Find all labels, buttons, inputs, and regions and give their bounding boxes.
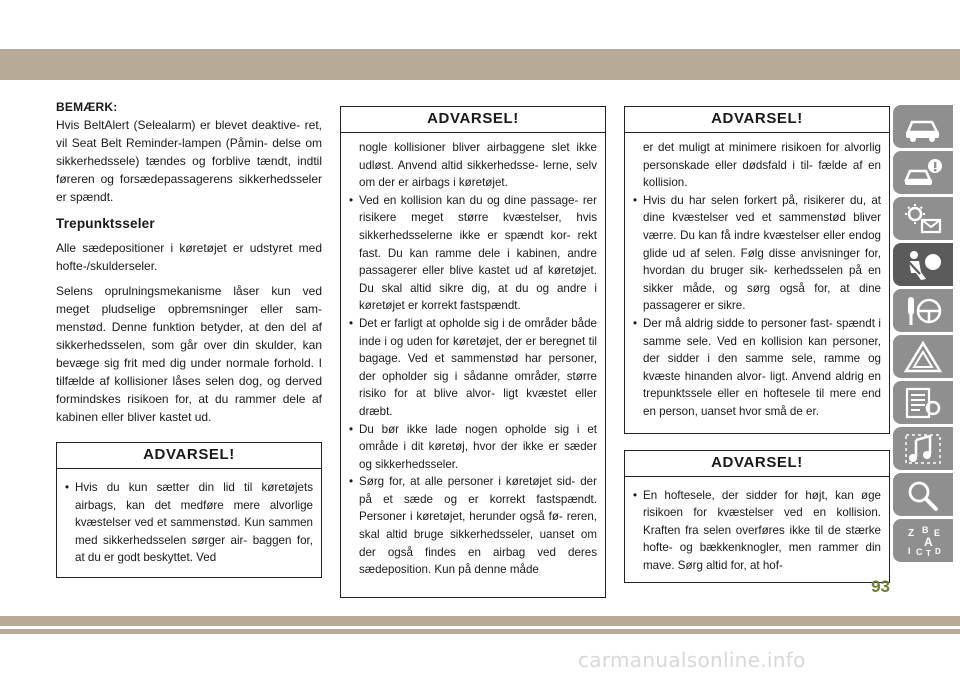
key-steering-wheel-icon — [902, 294, 944, 328]
maintenance-checklist-icon — [902, 386, 944, 420]
warning-box — [624, 106, 890, 434]
seatbelt-airbag-icon — [902, 248, 944, 282]
section-heading: Trepunktsseler — [56, 216, 155, 231]
car-info-icon — [902, 156, 944, 190]
tab-car[interactable] — [893, 105, 953, 148]
warning-list — [349, 192, 597, 579]
warning-item: • Hvis du har selen forkert på, risikerer du, at dine kvæstelser ved et sammenstød bliver værre. Du kan få indre kvæstelser eller endog glide ud af selen. Følg disse anvisninger for, hvordan du bruger sik- kerhedsselen på en sikker måde, og sørg også for, at dine passagerer er sikre. — [633, 192, 881, 315]
index-letter: I — [908, 545, 911, 556]
warning-title: ADVARSEL! — [625, 107, 889, 133]
search-icon — [902, 478, 944, 512]
top-decorative-stripe — [0, 49, 960, 80]
note-text: Hvis BeltAlert (Selealarm) er blevet deaktive- ret, vil Seat Belt Reminder-lampen (Påmin- delse om sikkerhedssele) tændes og forblive tændt, indtil føreren og forsædepassagerens sikkerhedsseler er spændt. — [56, 118, 322, 204]
page-number: 93 — [871, 577, 890, 596]
tab-warning-lights-messages[interactable] — [893, 197, 953, 240]
tab-multimedia[interactable] — [893, 427, 953, 470]
column-left — [56, 100, 322, 578]
index-letter: Z — [908, 527, 915, 539]
tab-emergencies[interactable] — [893, 335, 953, 378]
tab-servicing-maintenance[interactable] — [893, 381, 953, 424]
warning-item: • Hvis du kun sætter din lid til køretøjets airbags, kan det medføre mere alvorlige kvæstelser ved et sammenstød. Kun sammen med sikkerhedsselen sørger air- baggen for, at du er godt beskyttet. Ved — [65, 479, 313, 567]
car-icon — [902, 110, 944, 144]
tab-safety[interactable] — [893, 243, 953, 286]
warning-item: • Ved en kollision kan du og dine passage- rer risikere meget større kvæstelser, hvis sikkerhedsselerne ikke er spændt kor- rekt fast. Du kan ramme dele i kabinen, andre passagerer eller blive kastet ud af køretøjet. Du skal altid sikre dig, at du og andre i køretøjet er korrekt fastspændt. — [349, 192, 597, 315]
tab-starting-driving[interactable] — [893, 289, 953, 332]
warning-item: • En hoftesele, der sidder for højt, kan øge risikoen for kvæstelser ved en kollision. Kraften fra selen overføres ikke til de stærke hofte- og bækkenknogler, men rammer din mave. Sørg altid for, at hof- — [633, 487, 881, 575]
tab-car-info[interactable] — [893, 151, 953, 194]
multimedia-icon — [902, 432, 944, 466]
warning-item: • Du bør ikke lade nogen opholde sig i et område i dit køretøj, hvor der ikke er sæder og sikkerhedsseler. — [349, 421, 597, 474]
warning-title: ADVARSEL! — [625, 451, 889, 477]
bottom-decorative-stripe — [0, 616, 960, 626]
warning-title: ADVARSEL! — [341, 107, 605, 133]
watermark-text: carmanualsonline.info — [578, 648, 806, 672]
warning-item: • Der må aldrig sidde to personer fast- spændt i samme sele. Ved en kollision kan personer, der sidder i den samme sele, ramme og kvæste hinanden alvor- ligt. Anvend aldrig en trepunktssele eller en hoftesele til mere end en person, uanset hvor små de er. — [633, 315, 881, 421]
warning-title: ADVARSEL! — [57, 443, 321, 469]
section-paragraph: Alle sædepositioner i køretøjet er udstyret med hofte-/skulderseler. — [56, 241, 322, 273]
column-middle — [340, 106, 606, 598]
hazard-triangle-icon — [902, 340, 944, 374]
index-letter: D — [935, 546, 941, 556]
warning-box — [340, 106, 606, 598]
tab-search[interactable] — [893, 473, 953, 516]
warning-continued-text: nogle kollisioner bliver airbaggene slet ikke udløst. Anvend altid sikkerhedsse- lerne, selv om der er airbags i køretøjet. — [359, 141, 597, 190]
warning-list — [65, 479, 313, 567]
warning-item: • Det er farligt at opholde sig i de områder både inde i og uden for køretøjet, der er beregnet til bagage. Ved et sammenstød har personer, der opholder sig i sådanne områder, større risiko for at blive alvor- ligt kvæstet eller dræbt. — [349, 315, 597, 421]
section-paragraph: Selens oprulningsmekanisme låser kun ved meget pludselige opbremsninger eller sam- menstød. Denne funktion betyder, at den del af sikkerhedsselen, som går over din skulder, kan bevæge sig frit med dig under normale forhold. I tilfælde af kollisioner låses selen dog, og derved formindskes risikoen for, at du rammer dele af kabinen eller bliver kastet ud. — [56, 284, 322, 424]
chapter-tabs — [893, 105, 953, 565]
warning-list — [633, 192, 881, 421]
index-letter: B — [922, 524, 929, 535]
warning-box — [624, 450, 890, 584]
index-letter: T — [926, 548, 931, 558]
warning-item: • Sørg for, at alle personer i køretøjet sid- der på et sæde og er korrekt fastspændt. Personer i køretøjet, herunder også fø- reren, skal altid bruge sikkerhedsseler, uanset om der også findes en airbag ved deres sædeposition. Kun på denne måde — [349, 473, 597, 579]
column-right — [624, 106, 890, 583]
bottom-decorative-stripe-thin — [0, 629, 960, 634]
index-letter: C — [916, 546, 923, 557]
warning-light-message-icon — [902, 202, 944, 236]
tab-index[interactable] — [893, 519, 953, 562]
bottom-band — [0, 602, 960, 678]
note-title: BEMÆRK: — [56, 100, 118, 114]
index-letter: E — [934, 527, 941, 538]
warning-list — [633, 487, 881, 575]
warning-box — [56, 442, 322, 578]
index-letters-icon — [902, 524, 944, 558]
index-letter: A — [924, 534, 933, 549]
warning-continued-text: er det muligt at minimere risikoen for alvorlig personskade eller dødsfald i til- fælde af en kollision. — [643, 141, 881, 190]
